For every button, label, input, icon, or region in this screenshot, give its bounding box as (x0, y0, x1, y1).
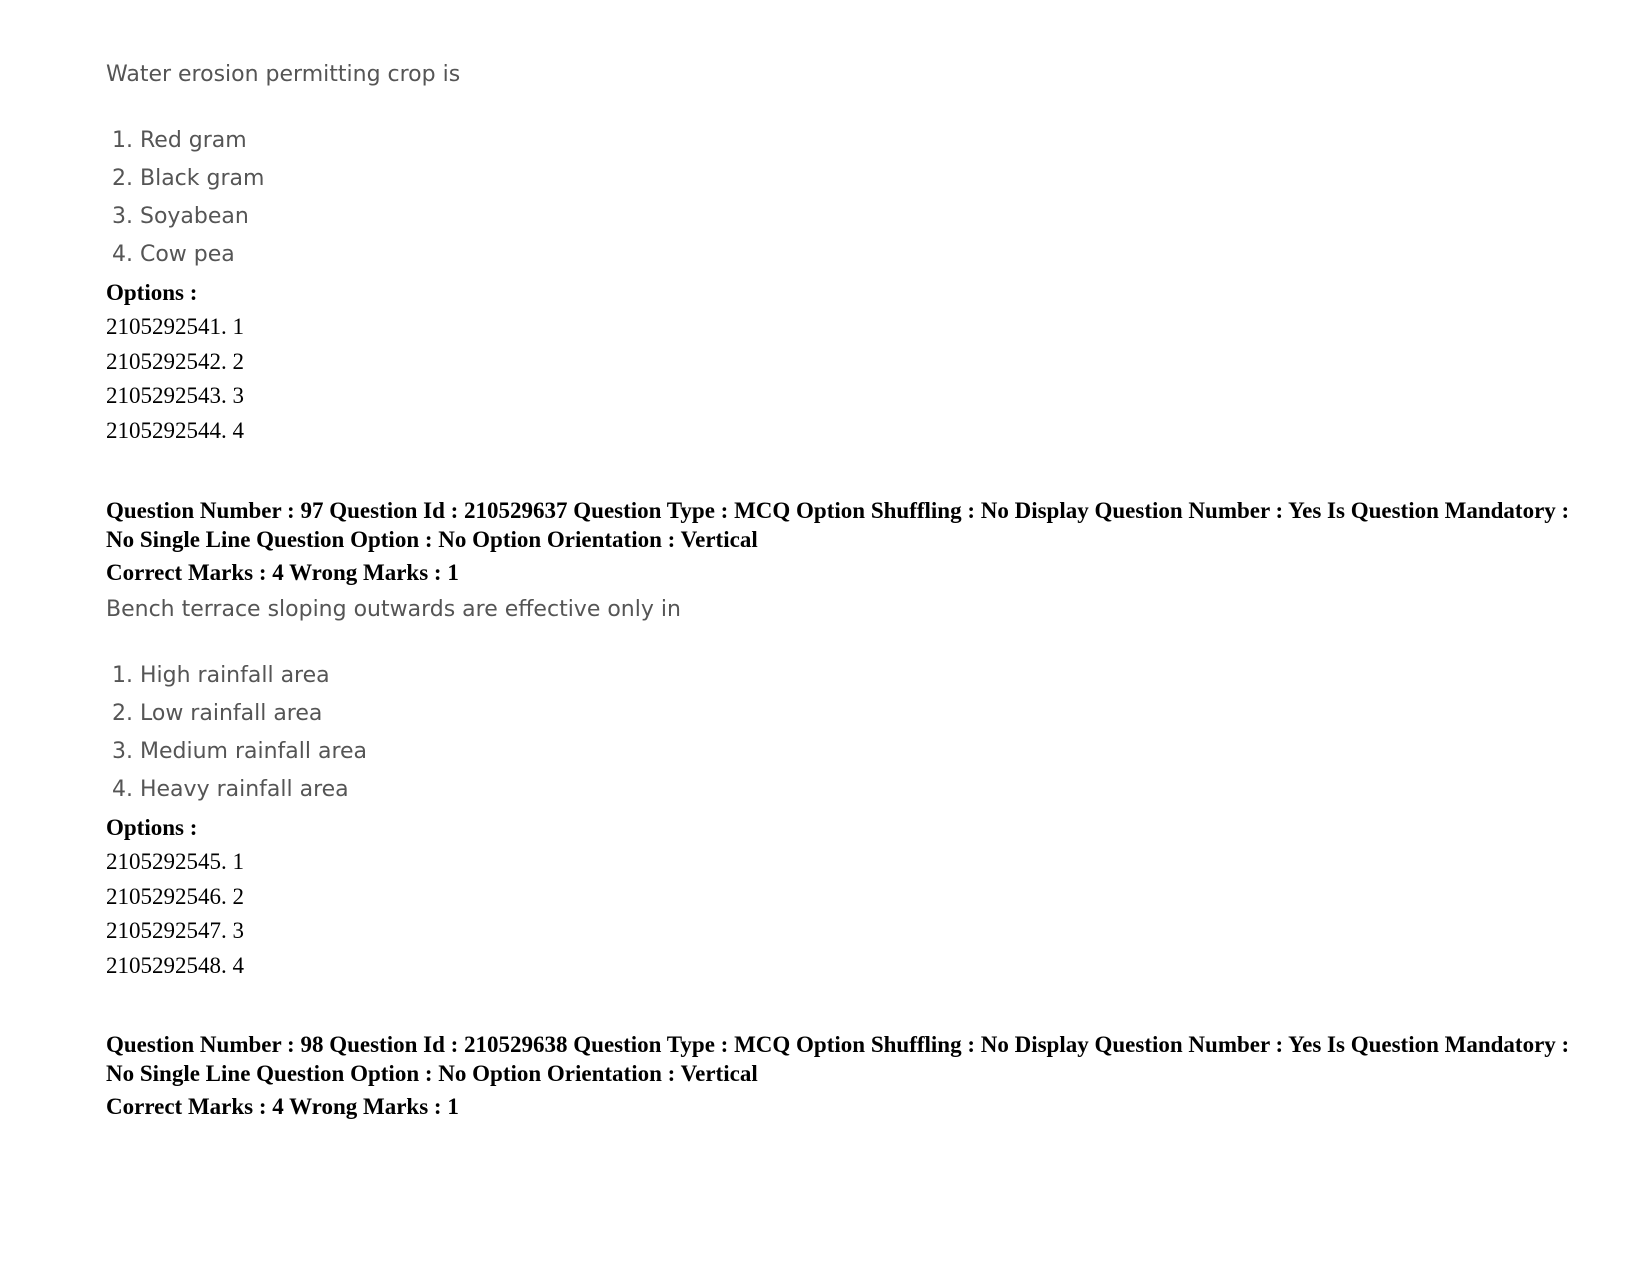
options-label: Options : (106, 815, 198, 840)
choice-item: 2. Low rainfall area (112, 701, 323, 726)
option-item: 2105292541. 1 (106, 314, 244, 339)
question-text: Bench terrace sloping outwards are effective only in (106, 597, 681, 622)
option-item: 2105292543. 3 (106, 383, 244, 408)
question-meta: Question Number : 97 Question Id : 210529637 Question Type : MCQ Option Shuffling : No Display Question Number : Yes Is Question Mandatory : No Single Line Question Option : No Option Orientation : Vertical (106, 498, 1570, 552)
question-text: Water erosion permitting crop is (106, 62, 461, 87)
question-meta: Question Number : 98 Question Id : 210529638 Question Type : MCQ Option Shuffling : No Display Question Number : Yes Is Question Mandatory : No Single Line Question Option : No Option Orientation : Vertical (106, 1032, 1570, 1086)
choice-item: 1. High rainfall area (112, 663, 330, 688)
option-item: 2105292544. 4 (106, 417, 244, 443)
choice-item: 2. Black gram (112, 166, 265, 191)
option-item: 2105292545. 1 (106, 849, 244, 874)
question-choices (112, 657, 367, 809)
option-item: 2105292548. 4 (106, 952, 244, 978)
question-marks: Correct Marks : 4 Wrong Marks : 1 (106, 560, 459, 585)
choice-item: 4. Heavy rainfall area (112, 777, 349, 802)
choice-item: 3. Soyabean (112, 204, 249, 229)
question-choices (112, 122, 264, 274)
choice-item: 4. Cow pea (112, 242, 235, 267)
choice-item: 3. Medium rainfall area (112, 739, 368, 764)
options-label: Options : (106, 280, 198, 305)
option-item: 2105292546. 2 (106, 883, 244, 909)
choice-item: 1. Red gram (112, 128, 247, 153)
options-list (106, 310, 244, 448)
question-marks: Correct Marks : 4 Wrong Marks : 1 (106, 1094, 459, 1119)
option-item: 2105292542. 2 (106, 348, 244, 374)
option-item: 2105292547. 3 (106, 918, 244, 943)
options-list (106, 845, 244, 983)
